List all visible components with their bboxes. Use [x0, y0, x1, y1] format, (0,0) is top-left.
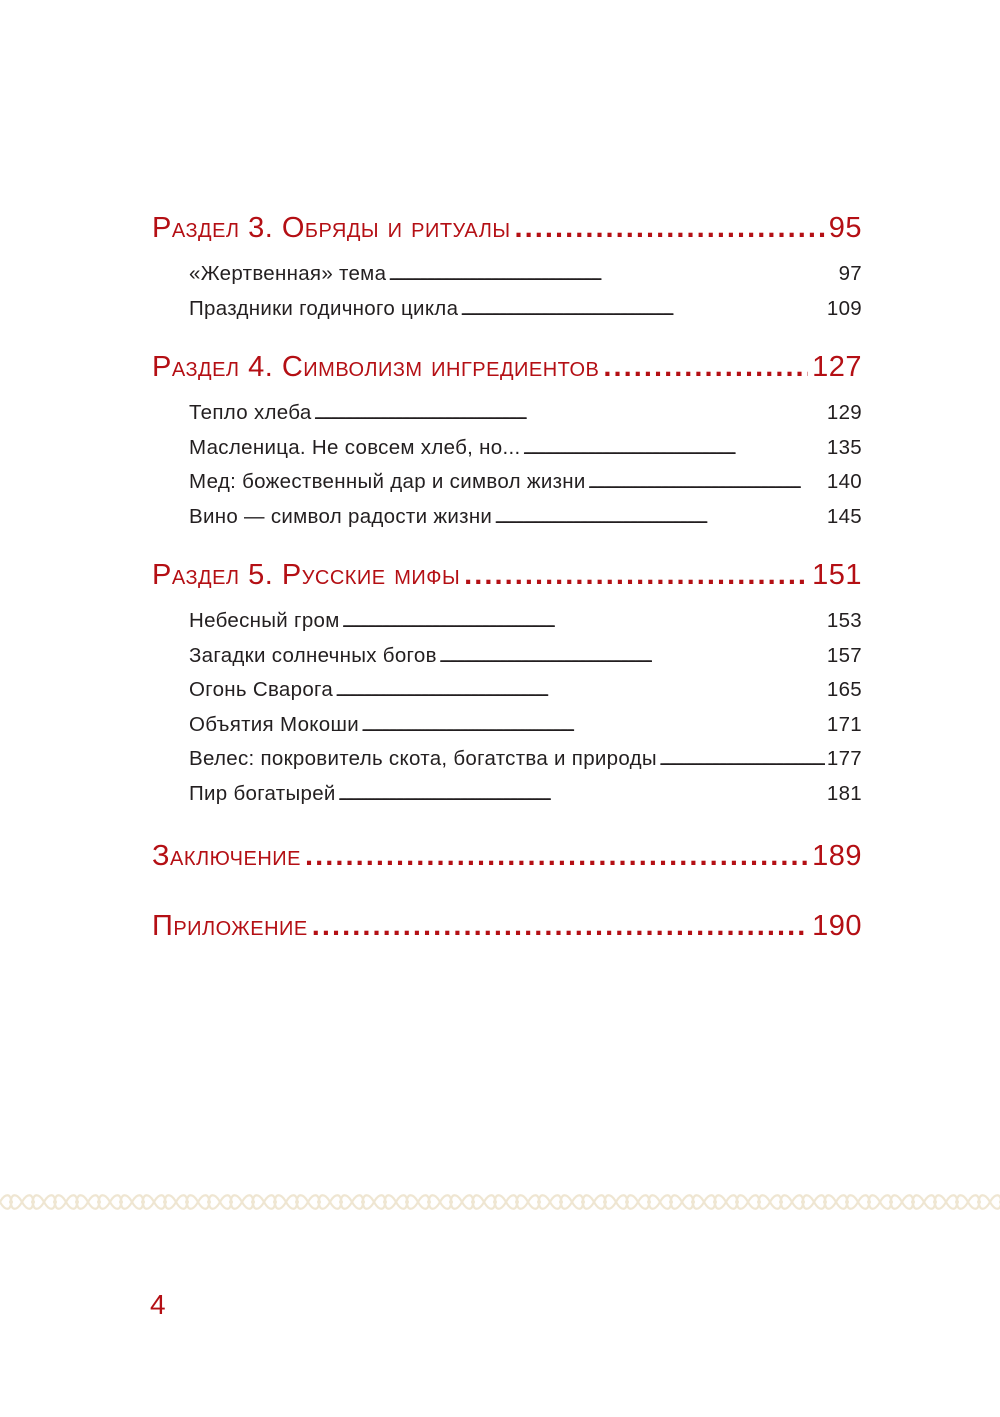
entry-page: 153 [826, 609, 862, 632]
entry-page: 97 [838, 262, 862, 285]
entry-page: 145 [826, 504, 862, 528]
entry-page: 181 [826, 781, 862, 805]
entry-title: Объятия Мокоши [189, 712, 359, 736]
toc-entry[interactable] [152, 713, 862, 748]
dot-leader [460, 302, 825, 320]
entry-page: 135 [826, 435, 862, 459]
dot-leader [464, 559, 808, 592]
entry-page: 165 [826, 678, 862, 701]
section-title: Раздел 5. Русские мифы [152, 559, 461, 591]
dot-leader [338, 787, 825, 805]
section-page: 151 [812, 559, 862, 591]
section-page: 95 [828, 212, 862, 244]
toc-entry[interactable] [152, 782, 862, 817]
dot-leader [588, 475, 825, 493]
entry-title: «Жертвенная» тема [189, 262, 387, 285]
entry-page: 129 [826, 401, 862, 424]
entry-title: Велес: покровитель скота, богатства и природы [189, 747, 657, 770]
table-of-contents [152, 212, 862, 956]
toc-entry[interactable] [152, 470, 862, 505]
toc-entry[interactable] [152, 401, 862, 436]
section-page: 190 [812, 910, 862, 942]
entry-title: Тепло хлеба [189, 401, 312, 424]
entry-title: Загадки солнечных богов [189, 643, 437, 667]
entry-title: Мед: божественный дар и символ жизни [189, 470, 586, 493]
entry-title: Небесный гром [189, 609, 340, 632]
dot-leader [388, 267, 836, 285]
dot-leader [335, 683, 825, 701]
section-title: Приложение [152, 910, 308, 942]
entry-page: 157 [826, 643, 862, 667]
dot-leader [361, 718, 825, 736]
toc-entry[interactable] [152, 262, 862, 297]
section-entries [152, 258, 862, 331]
dot-leader [494, 510, 825, 528]
toc-section[interactable] [152, 212, 862, 258]
toc-entry[interactable] [152, 505, 862, 540]
entry-page: 140 [826, 470, 862, 493]
section-entries [152, 397, 862, 539]
ornament-border [0, 1190, 1000, 1214]
dot-leader [312, 910, 808, 943]
entry-title: Вино — символ радости жизни [189, 504, 493, 528]
page-number: 4 [150, 1289, 166, 1320]
section-entries [152, 605, 862, 816]
toc-entry[interactable] [152, 436, 862, 471]
entry-title: Масленица. Не совсем хлеб, но... [189, 435, 521, 459]
entry-title: Пир богатырей [189, 781, 336, 805]
entry-page: 171 [826, 712, 862, 736]
dot-leader [305, 840, 808, 873]
toc-entry[interactable] [152, 297, 862, 332]
toc-section[interactable] [152, 351, 862, 397]
dot-leader [659, 752, 825, 770]
section-title: Раздел 3. Обряды и ритуалы [152, 212, 511, 244]
section-title: Раздел 4. Символизм ингредиентов [152, 351, 600, 383]
entry-page: 109 [826, 296, 862, 320]
dot-leader [342, 614, 825, 632]
section-page: 189 [812, 840, 862, 872]
toc-section[interactable] [152, 910, 862, 956]
dot-leader [603, 351, 808, 384]
toc-section[interactable] [152, 840, 862, 886]
dot-leader [314, 406, 825, 424]
toc-section[interactable] [152, 559, 862, 605]
toc-entry[interactable] [152, 609, 862, 644]
dot-leader [515, 212, 825, 245]
entry-title: Праздники годичного цикла [189, 296, 459, 320]
section-page: 127 [812, 351, 862, 383]
section-title: Заключение [152, 840, 302, 872]
dot-leader [439, 649, 825, 667]
toc-entry[interactable] [152, 678, 862, 713]
toc-entry[interactable] [152, 644, 862, 679]
entry-page: 177 [826, 747, 862, 770]
entry-title: Огонь Сварога [189, 678, 334, 701]
dot-leader [522, 441, 824, 459]
toc-entry[interactable] [152, 747, 862, 782]
